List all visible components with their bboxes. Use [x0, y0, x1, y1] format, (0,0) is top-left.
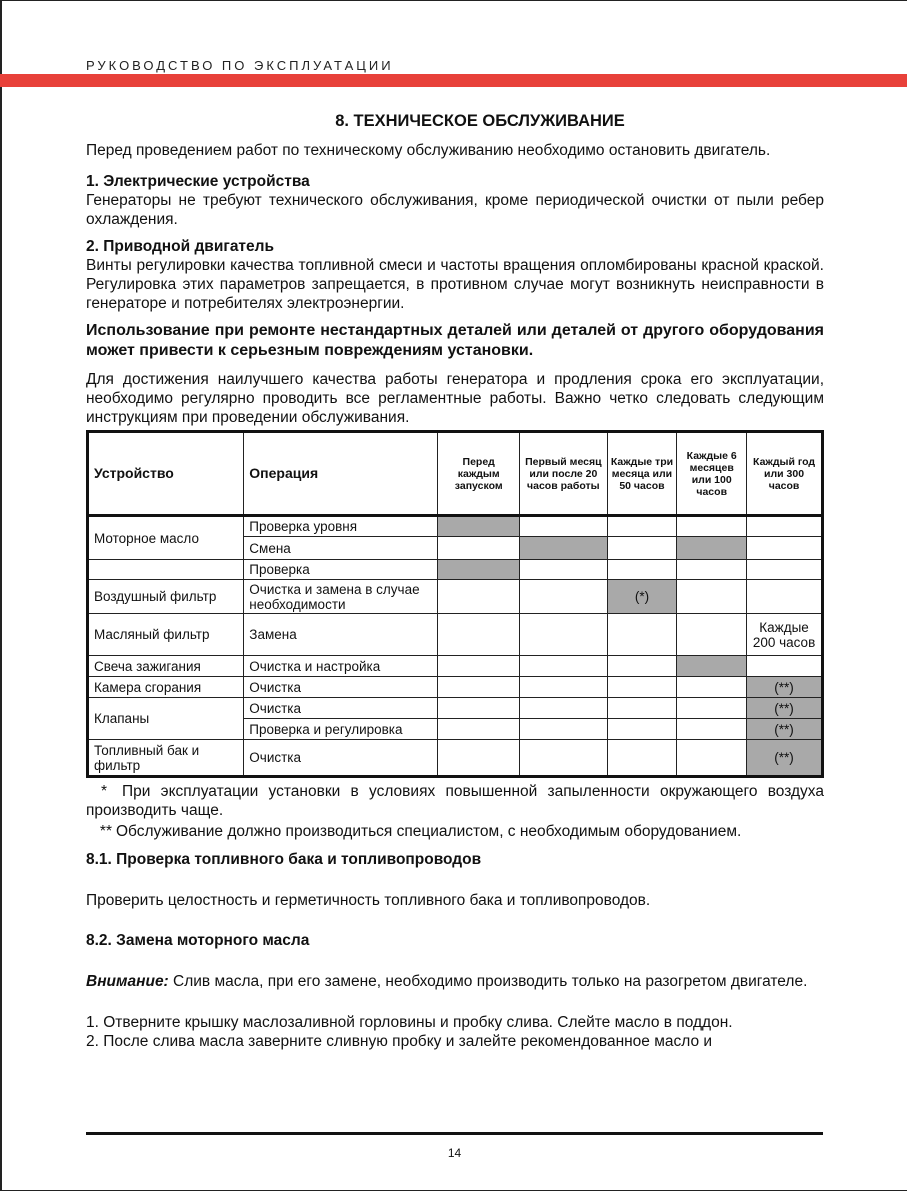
- header-red-band: [0, 74, 907, 87]
- cell-empty: [520, 719, 608, 740]
- cell-empty: [520, 580, 608, 614]
- cell-mark-double-star: (**): [747, 698, 823, 719]
- cell-mark: [438, 560, 520, 580]
- page-number: 14: [447, 1146, 462, 1160]
- cell-empty: [747, 656, 823, 677]
- cell-empty: [438, 580, 520, 614]
- cell-empty: [677, 719, 747, 740]
- cell-device-valves: Клапаны: [88, 698, 244, 740]
- cell-empty: [677, 677, 747, 698]
- cell-empty: [677, 740, 747, 777]
- cell-device-blank: [88, 560, 244, 580]
- section-8-2-attention: [86, 972, 824, 991]
- cell-empty: [438, 719, 520, 740]
- subsection-engine-text: Винты регулировки качества топливной смеси и частоты вращения опломбированы красной краской. Регулировка этих параметров запрещается, в противном случае могут возникнуть неисправности в генераторе и потребителях электроэнергии.: [86, 257, 824, 312]
- cell-empty: [520, 656, 608, 677]
- subsection-engine-title: 2. Приводной двигатель: [86, 238, 275, 255]
- pre-table-paragraph: Для достижения наилучшего качества работы генератора и продления срока его эксплуатации, необходимо регулярно проводить все регламентные работы. Важно четко следовать следующим инструкциям при проведении обслуживания.: [86, 371, 824, 426]
- cell-empty: [520, 516, 608, 537]
- subsection-electrical-title: 1. Электрические устройства: [86, 173, 310, 190]
- cell-op-oil-level: Проверка уровня: [244, 516, 438, 537]
- cell-device-oil-filter: Масляный фильтр: [88, 614, 244, 656]
- cell-empty: [677, 560, 747, 580]
- table-row: [88, 580, 823, 614]
- cell-mark: [677, 656, 747, 677]
- cell-op-clean-adjust: Очистка и настройка: [244, 656, 438, 677]
- section-8-1-text: Проверить целостность и герметичность топливного бака и топливопроводов.: [86, 892, 651, 909]
- maintenance-table: [86, 430, 824, 778]
- cell-empty: [438, 740, 520, 777]
- step-2: 2. После слива масла заверните сливную пробку и залейте рекомендованное масло и: [86, 1033, 713, 1050]
- attention-text: Слив масла, при его замене, необходимо производить только на разогретом двигателе.: [168, 973, 808, 990]
- header-before-each-start: Перед каждым запуском: [438, 432, 520, 516]
- page-content: [86, 110, 824, 1051]
- cell-op-air-clean: Очистка и замена в случае необходимости: [244, 580, 438, 614]
- cell-empty: [438, 656, 520, 677]
- header-first-month: Первый месяц или после 20 часов работы: [520, 432, 608, 516]
- intro-paragraph: Перед проведением работ по техническому обслуживанию необходимо остановить двигатель.: [86, 142, 771, 159]
- cell-empty: [747, 580, 823, 614]
- footnote-star-text: При эксплуатации установки в условиях повышенной запыленности окружающего воздуха производить чаще.: [86, 783, 824, 819]
- warning-paragraph: Использование при ремонте нестандартных деталей или деталей от другого оборудования может привести к серьезным повреждениям установки.: [86, 322, 824, 359]
- cell-empty: [520, 698, 608, 719]
- cell-op-check: Проверка: [244, 560, 438, 580]
- cell-note-200-hours: Каждые 200 часов: [747, 614, 823, 656]
- footnote-double-star-symbol: **: [99, 823, 112, 840]
- cell-mark-double-star: (**): [747, 740, 823, 777]
- cell-op-clean: Очистка: [244, 740, 438, 777]
- table-row: [88, 614, 823, 656]
- cell-empty: [520, 740, 608, 777]
- cell-op-clean: Очистка: [244, 677, 438, 698]
- cell-empty: [607, 740, 677, 777]
- cell-op-replace: Замена: [244, 614, 438, 656]
- cell-empty: [607, 698, 677, 719]
- cell-empty: [438, 677, 520, 698]
- cell-device-oil: Моторное масло: [88, 516, 244, 560]
- header-every-six-months: Каждые 6 месяцев или 100 часов: [677, 432, 747, 516]
- cell-mark-star: (*): [607, 580, 677, 614]
- cell-mark: [520, 537, 608, 560]
- cell-empty: [438, 698, 520, 719]
- footer-rule: [86, 1132, 823, 1135]
- table-row: [88, 516, 823, 537]
- table-row: [88, 698, 823, 719]
- cell-op-clean: Очистка: [244, 698, 438, 719]
- cell-empty: [677, 580, 747, 614]
- cell-mark: [438, 516, 520, 537]
- subsection-electrical-text: Генераторы не требуют технического обслуживания, кроме периодической очистки от пыли ребер охлаждения.: [86, 192, 824, 228]
- table-row: [88, 677, 823, 698]
- cell-empty: [520, 560, 608, 580]
- table-row: [88, 740, 823, 777]
- cell-empty: [607, 614, 677, 656]
- cell-empty: [677, 698, 747, 719]
- section-title: 8. ТЕХНИЧЕСКОЕ ОБСЛУЖИВАНИЕ: [335, 112, 625, 130]
- cell-device-fuel-tank: Топливный бак и фильтр: [88, 740, 244, 777]
- cell-empty: [607, 677, 677, 698]
- footnote-double-star: [86, 822, 824, 841]
- table-row: [88, 560, 823, 580]
- cell-empty: [607, 537, 677, 560]
- cell-empty: [438, 614, 520, 656]
- cell-empty: [607, 656, 677, 677]
- table-row: [88, 656, 823, 677]
- cell-mark-double-star: (**): [747, 719, 823, 740]
- table-header-row: [88, 432, 823, 516]
- cell-empty: [677, 614, 747, 656]
- step-1: 1. Отверните крышку маслозаливной горловины и пробку слива. Слейте масло в поддон.: [86, 1014, 733, 1031]
- section-8-2-title: 8.2. Замена моторного масла: [86, 932, 310, 949]
- cell-empty: [677, 516, 747, 537]
- cell-empty: [520, 614, 608, 656]
- footnote-star-symbol: *: [100, 783, 108, 800]
- cell-mark-double-star: (**): [747, 677, 823, 698]
- section-8-1-title: 8.1. Проверка топливного бака и топливопроводов: [86, 851, 482, 868]
- cell-empty: [607, 719, 677, 740]
- cell-device-spark-plug: Свеча зажигания: [88, 656, 244, 677]
- cell-empty: [747, 560, 823, 580]
- cell-empty: [607, 560, 677, 580]
- footnote-double-star-text: Обслуживание должно производиться специалистом, с необходимым оборудованием.: [116, 823, 742, 840]
- header-device: Устройство: [88, 432, 244, 516]
- cell-empty: [520, 677, 608, 698]
- cell-op-oil-change: Смена: [244, 537, 438, 560]
- cell-mark: [677, 537, 747, 560]
- running-header: РУКОВОДСТВО ПО ЭКСПЛУАТАЦИИ: [86, 58, 394, 73]
- header-operation: Операция: [244, 432, 438, 516]
- cell-empty: [747, 537, 823, 560]
- footnote-single-star: [86, 782, 824, 820]
- cell-empty: [747, 516, 823, 537]
- cell-op-check-adjust: Проверка и регулировка: [244, 719, 438, 740]
- header-every-three-months: Каждые три месяца или 50 часов: [607, 432, 677, 516]
- cell-device-air-filter: Воздушный фильтр: [88, 580, 244, 614]
- header-every-year: Каждый год или 300 часов: [747, 432, 823, 516]
- attention-label: Внимание:: [86, 973, 169, 990]
- cell-empty: [607, 516, 677, 537]
- cell-device-combustion-chamber: Камера сгорания: [88, 677, 244, 698]
- cell-empty: [438, 537, 520, 560]
